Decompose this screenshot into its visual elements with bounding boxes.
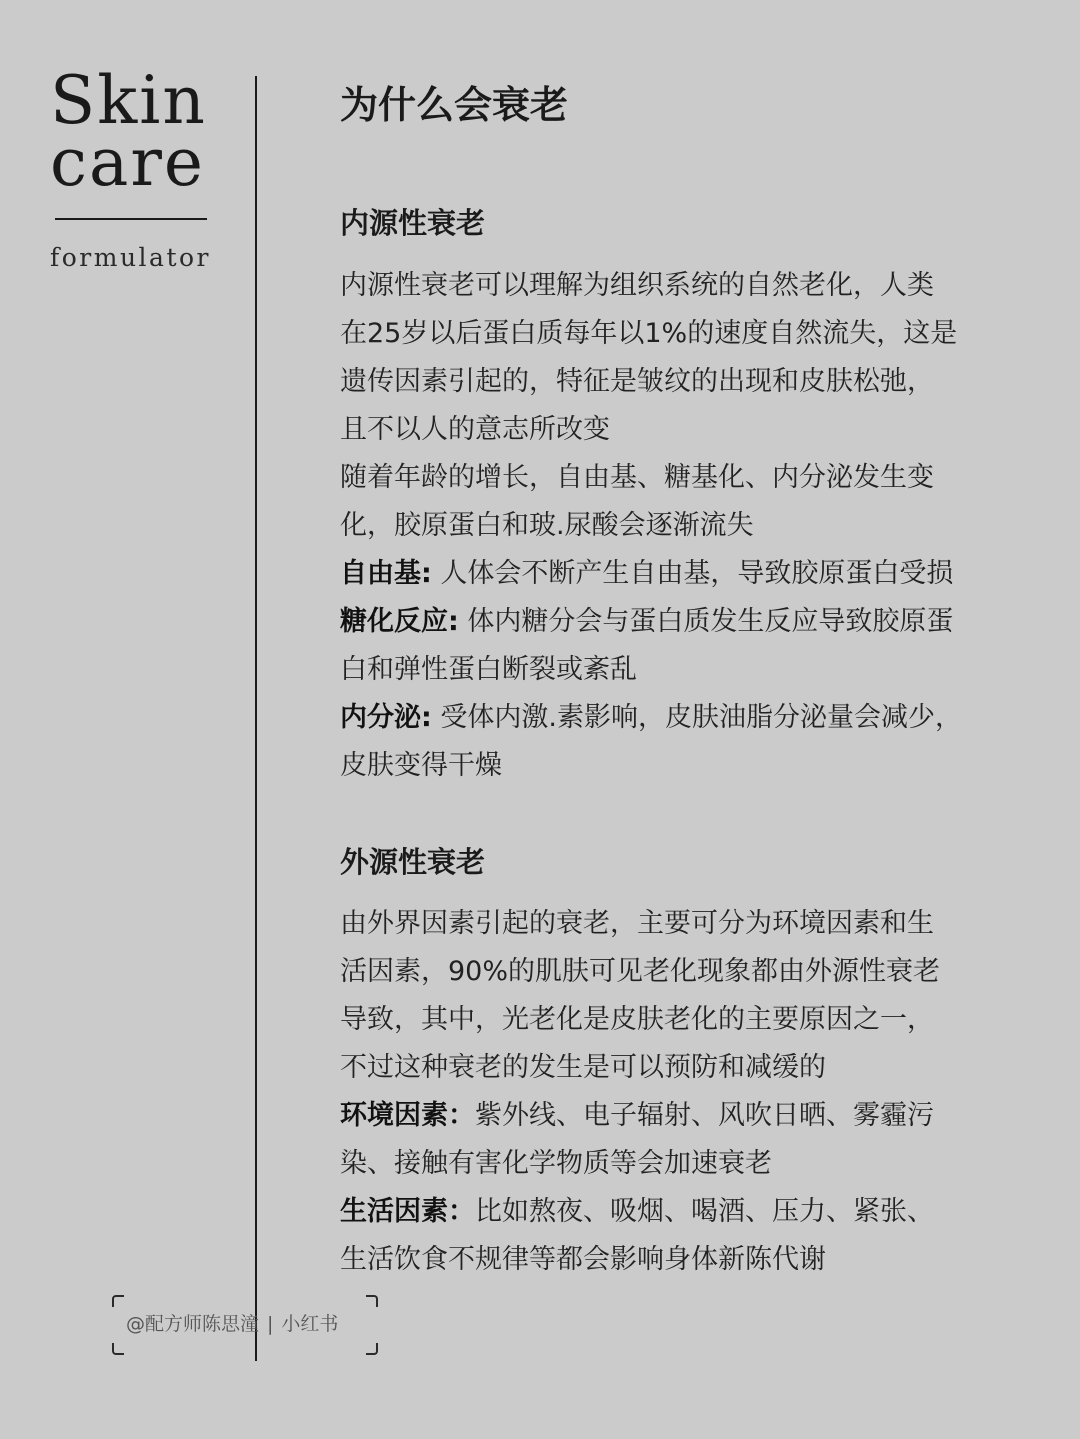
lifestyle-text: 比如熬夜、吸烟、喝酒、压力、紧张、 <box>475 1196 934 1227</box>
paragraph-line: 由外界因素引起的衰老，主要可分为环境因素和生 <box>340 908 934 939</box>
environment-item-cont: 染、接触有害化学物质等会加速衰老 <box>340 1148 772 1179</box>
endocrine-item <box>340 694 962 742</box>
paragraph-line: 化，胶原蛋白和玻.尿酸会逐渐流失 <box>340 510 754 541</box>
section-body-intrinsic <box>340 262 962 790</box>
paragraph-line: 不过这种衰老的发生是可以预防和减缓的 <box>340 1052 826 1083</box>
page-title: 为什么会衰老 <box>340 83 569 127</box>
lifestyle-item-cont: 生活饮食不规律等都会影响身体新陈代谢 <box>340 1244 826 1275</box>
watermark-separator: | <box>267 1313 274 1335</box>
watermark <box>112 1295 378 1355</box>
glycation-item <box>340 598 962 646</box>
content-header <box>340 80 1040 130</box>
watermark-platform: 小红书 <box>281 1313 339 1335</box>
watermark-text <box>126 1311 338 1337</box>
paragraph-line: 遗传因素引起的，特征是皱纹的出现和皮肤松弛， <box>340 366 934 397</box>
free-radical-text: 人体会不断产生自由基，导致胶原蛋白受损 <box>431 558 954 589</box>
paragraph-line: 导致，其中，光老化是皮肤老化的主要原因之一， <box>340 1004 934 1035</box>
watermark-corner <box>366 1343 378 1355</box>
endocrine-label: 内分泌: <box>340 702 432 733</box>
vertical-divider <box>255 76 257 1361</box>
paragraph-line: 内源性衰老可以理解为组织系统的自然老化，人类 <box>340 270 934 301</box>
glycation-label: 糖化反应: <box>340 606 459 637</box>
brand-title <box>50 62 230 201</box>
section-body-extrinsic <box>340 900 940 1284</box>
section-heading-intrinsic: 内源性衰老 <box>340 206 486 240</box>
paragraph-line: 且不以人的意志所改变 <box>340 414 610 445</box>
endocrine-item-cont: 皮肤变得干燥 <box>340 750 502 781</box>
environment-item <box>340 1092 940 1140</box>
lifestyle-label: 生活因素： <box>340 1196 475 1227</box>
brand-title-line2: care <box>50 124 205 201</box>
watermark-corner <box>366 1295 378 1307</box>
brand-subtitle: formulator <box>50 243 212 272</box>
watermark-corner <box>112 1295 124 1307</box>
paragraph-line: 随着年龄的增长，自由基、糖基化、内分泌发生变 <box>340 462 934 493</box>
brand-rule <box>55 218 207 220</box>
endocrine-text: 受体内激.素影响，皮肤油脂分泌量会减少， <box>431 702 962 733</box>
environment-text: 紫外线、电子辐射、风吹日晒、雾霾污 <box>475 1100 934 1131</box>
free-radical-label: 自由基: <box>340 558 432 589</box>
paragraph-line: 在25岁以后蛋白质每年以1%的速度自然流失，这是 <box>340 318 958 349</box>
environment-label: 环境因素： <box>340 1100 475 1131</box>
glycation-text: 体内糖分会与蛋白质发生反应导致胶原蛋 <box>458 606 954 637</box>
glycation-item-cont: 白和弹性蛋白断裂或紊乱 <box>340 654 637 685</box>
watermark-corner <box>112 1343 124 1355</box>
watermark-author: @配方师陈思潼 <box>126 1313 260 1335</box>
paragraph-line: 活因素，90%的肌肤可见老化现象都由外源性衰老 <box>340 956 941 987</box>
lifestyle-item <box>340 1188 940 1236</box>
free-radical-item <box>340 550 962 598</box>
brand-title-line1: Skin <box>50 62 207 139</box>
section-heading-extrinsic: 外源性衰老 <box>340 845 486 879</box>
